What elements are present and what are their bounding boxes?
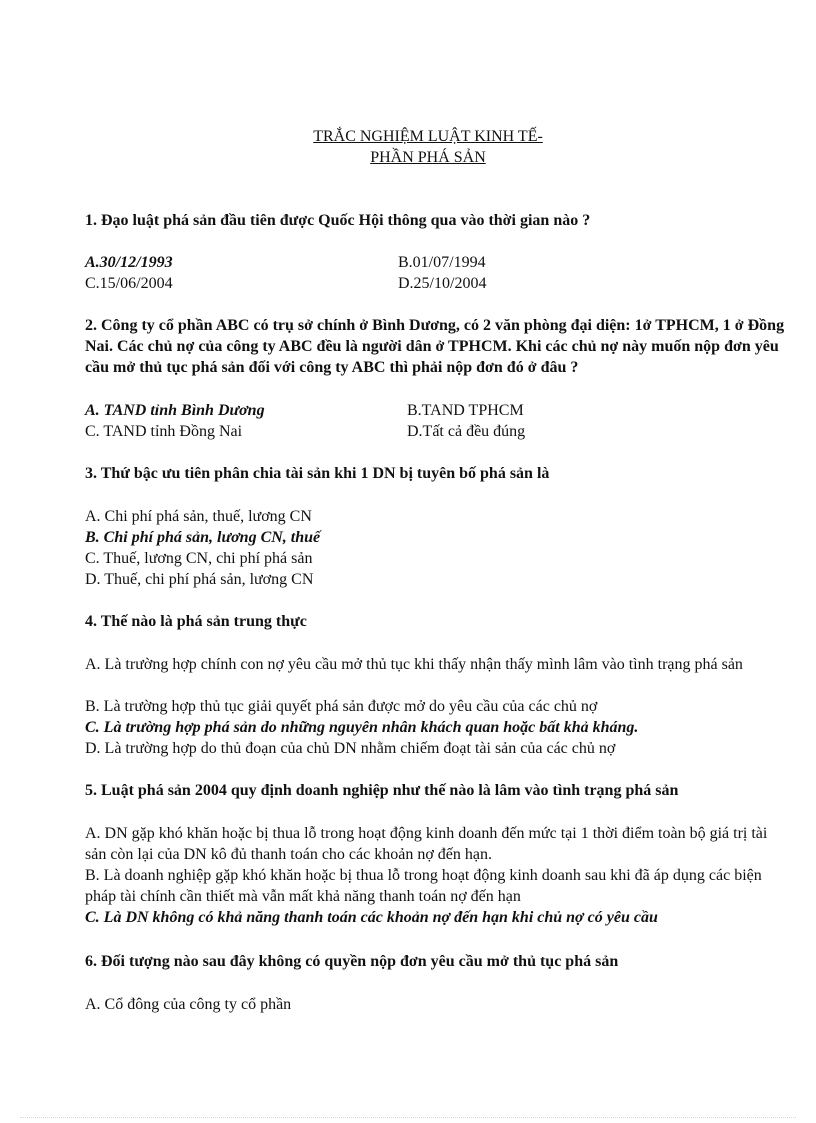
- q4-option-c: C. Là trường hợp phá sản do những nguyên nhân khách quan hoặc bất khả kháng.: [85, 719, 639, 736]
- q5-option-c: C. Là DN không có khả năng thanh toán các khoản nợ đến hạn khi chủ nợ có yêu cầu: [85, 909, 658, 926]
- q6-option-a: A. Cổ đông của công ty cổ phần: [85, 996, 292, 1013]
- title-line-1: TRẮC NGHIỆM LUẬT KINH TẾ-: [313, 128, 543, 145]
- q1-option-c: C.15/06/2004: [85, 275, 173, 292]
- question-3: 3. Thứ bậc ưu tiên phân chia tài sản khi 1 DN bị tuyên bố phá sản là: [85, 465, 550, 482]
- q2-option-a: A. TAND tỉnh Bình Dương: [85, 402, 265, 419]
- q2-option-c: C. TAND tỉnh Đồng Nai: [85, 423, 243, 440]
- q3-option-c: C. Thuế, lương CN, chi phí phá sản: [85, 550, 313, 567]
- question-1: 1. Đạo luật phá sản đầu tiên được Quốc Hội thông qua vào thời gian nào ?: [85, 212, 591, 229]
- q1-option-d: D.25/10/2004: [398, 275, 487, 292]
- q3-option-d: D. Thuế, chi phí phá sản, lương CN: [85, 571, 314, 588]
- q5-option-b: B. Là doanh nghiệp gặp khó khăn hoặc bị thua lỗ trong hoạt động kinh doanh sau khi đã áp dụng các biện pháp tài chính cần thiết mà vẫn mất khả năng thanh toán nợ đến hạn: [85, 867, 762, 905]
- page-bottom-rule: [20, 1117, 796, 1118]
- title-line-2: PHẦN PHÁ SẢN: [370, 149, 486, 166]
- question-6: 6. Đối tượng nào sau đây không có quyền nộp đơn yêu cầu mở thủ tục phá sản: [85, 953, 619, 970]
- q3-option-b: B. Chi phí phá sản, lương CN, thuế: [85, 529, 321, 546]
- q4-option-d: D. Là trường hợp do thủ đoạn của chủ DN nhằm chiếm đoạt tài sản của các chủ nợ: [85, 740, 616, 757]
- q1-option-a: A.30/12/1993: [85, 254, 173, 271]
- question-2: 2. Công ty cổ phần ABC có trụ sở chính ở Bình Dương, có 2 văn phòng đại diện: 1ở TPHCM, 1 ở Đồng Nai. Các chủ nợ của công ty ABC đều là người dân ở TPHCM. Khi các chủ nợ này muốn nộp đơn yêu cầu mở thủ tục phá sản đối với công ty ABC thì phải nộp đơn đó ở đâu ?: [85, 317, 785, 376]
- q4-option-a: A. Là trường hợp chính con nợ yêu cầu mở thủ tục khi thấy nhận thấy mình lâm vào tình trạng phá sản: [85, 656, 743, 673]
- q2-option-d: D.Tất cả đều đúng: [407, 423, 526, 440]
- q3-option-a: A. Chi phí phá sản, thuế, lương CN: [85, 508, 312, 525]
- q1-option-b: B.01/07/1994: [398, 254, 486, 271]
- question-5: 5. Luật phá sản 2004 quy định doanh nghiệp như thế nào là lâm vào tình trạng phá sản: [85, 782, 679, 799]
- q2-option-b: B.TAND TPHCM: [407, 402, 524, 419]
- q5-option-a: A. DN gặp khó khăn hoặc bị thua lỗ trong hoạt động kinh doanh đến mức tại 1 thời điểm toàn bộ giá trị tài sản còn lại của DN kô đủ thanh toán cho các khoản nợ đến hạn.: [85, 825, 768, 863]
- question-4: 4. Thế nào là phá sản trung thực: [85, 613, 307, 630]
- q4-option-b: B. Là trường hợp thủ tục giải quyết phá sản được mở do yêu cầu của các chủ nợ: [85, 698, 598, 715]
